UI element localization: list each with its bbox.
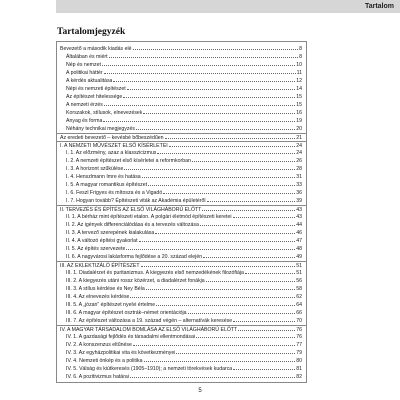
toc-entry-title: IV. 4. Nemzeti önkép és a politika [66,358,143,364]
dot-leader [157,153,295,154]
toc-entry-title: Népi és nemzeti építészet [66,86,126,92]
toc-entry-title: III. AZ EKLEKTIZÁLÓ ÉPÍTÉSZET [60,263,140,269]
toc-entry [57,189,306,197]
toc-entry-page-number: 51 [296,263,302,269]
dot-leader [176,353,295,354]
toc-entry-title: Általában és miért [66,54,108,60]
toc-entry-title: II. 2. Az igények differenciálódása és a tervezés változása [66,222,199,228]
toc-entry [57,253,306,261]
toc-entry-page-number: 47 [296,238,302,244]
dot-leader [156,305,295,306]
page-number: 5 [198,388,202,394]
dot-leader [196,337,295,338]
table-of-contents [56,41,307,383]
dot-leader [142,177,296,178]
toc-entry-page-number: 11 [296,70,302,76]
dot-leader [104,73,296,74]
toc-entry-page-number: 76 [296,327,302,333]
toc-entry-title: IV. 3. Az egyházpolitikai vita és következményei [66,350,176,356]
toc-entry-title: III. 7. Az építészet változása a 19. század végén – alternatívák keresése [66,318,233,324]
toc-entry-title: IV. 6. A pozitivizmus határai [66,374,129,380]
toc-entry [57,165,306,173]
toc-entry [57,109,306,117]
toc-entry-title: Anyag és forma [66,118,103,124]
dot-leader [188,313,296,314]
toc-entry-title: II. 6. A nagyvárosi lakásforma fejlődése a 20. század elején [66,254,203,260]
toc-entry-page-number: 43 [296,214,302,220]
dot-leader [238,330,295,331]
toc-entry-page-number: 33 [296,182,302,188]
toc-entry-page-number: 21 [296,135,302,141]
toc-entry-page-number: 46 [296,230,302,236]
toc-section-heading [57,205,306,213]
toc-entry [57,237,306,245]
dot-leader [206,281,296,282]
toc-entry-title: Nép és nemzet [66,62,101,68]
dot-leader [163,193,295,194]
toc-entry [57,61,306,69]
toc-entry-title: I. 1. Az előzmény, azaz a klasszicizmus [66,150,157,156]
toc-entry-page-number: 80 [296,358,302,364]
toc-entry-page-number: 10 [296,62,302,68]
toc-entry-title: III. 5. A „józan” építészet nyelvi értelme [66,302,156,308]
dot-leader [148,185,295,186]
toc-entry [57,269,306,277]
toc-entry-page-number: 44 [296,222,302,228]
running-header-title: Tartalom [364,3,394,10]
toc-entry-title: II. 5. Az építés szervezete [66,246,126,252]
toc-entry-title: Korszakok, stílusok, elnevezések [66,110,143,116]
toc-entry-page-number: 58 [296,286,302,292]
dot-leader [155,233,295,234]
toc-entry [57,117,306,125]
toc-entry-page-number: 20 [296,126,302,132]
dot-leader [139,241,296,242]
toc-entry [57,53,306,61]
toc-entry-title: I. 4. Henszlmann Imre és hatása [66,174,141,180]
toc-entry [57,349,306,357]
toc-entry-title: I. 5. A magyar romantikus építészet [66,182,148,188]
toc-entry-title: IV. 2. A konszenzus eltűnése [66,342,132,348]
toc-section-heading [57,325,306,333]
toc-entry-title: A nemzeti érzés [66,102,103,108]
toc-entry [57,277,306,285]
toc-entry-page-number: 31 [296,174,302,180]
toc-section-heading [57,141,306,149]
toc-entry-page-number: 70 [296,318,302,324]
toc-entry [57,301,306,309]
toc-entry-page-number: 14 [296,86,302,92]
toc-entry-page-number: 49 [296,254,302,260]
dot-leader [113,81,295,82]
toc-entry [57,285,306,293]
toc-entry-page-number: 43 [296,207,302,213]
toc-entry-page-number: 51 [296,270,302,276]
dot-leader [130,297,295,298]
toc-entry-page-number: 82 [296,374,302,380]
toc-entry [57,373,306,381]
dot-leader [146,289,296,290]
toc-entry-title: I. 6. Feszl Frigyes és mítosza és a Vigadó [66,190,163,196]
toc-entry [57,245,306,253]
toc-entry-title: A politikai háttér [66,70,103,76]
toc-entry-title: III. 6. A magyar építészet osztrák–német orientációja [66,310,187,316]
toc-entry-page-number: 26 [296,158,302,164]
toc-entry-page-number: 79 [296,350,302,356]
toc-section-heading [57,133,306,141]
page-title: Tartalomjegyzék [57,27,126,37]
toc-entry-page-number: 39 [296,198,302,204]
toc-entry-page-number: 62 [296,294,302,300]
toc-entry-page-number: 24 [296,143,302,149]
toc-entry-page-number: 15 [296,94,302,100]
dot-leader [233,217,296,218]
toc-entry [57,69,306,77]
toc-entry-title: I. 7. Hogyan tovább? Építészeti viták az Akadémia épületéről [66,198,206,204]
toc-entry [57,309,306,317]
toc-entry [57,229,306,237]
dot-leader [233,369,295,370]
toc-entry [57,341,306,349]
toc-entry-title: IV. A MAGYAR TÁRSADALOM BOMLÁSA AZ ELSŐ VILÁGHÁBORÚ ELŐTT [60,327,238,333]
toc-entry-title: A kérdés aktualitása [66,78,113,84]
dot-leader [136,129,295,130]
toc-entry [57,173,306,181]
toc-entry-page-number: 28 [296,166,302,172]
dot-leader [126,249,295,250]
toc-entry [57,157,306,165]
running-header [56,0,400,13]
toc-entry [57,181,306,189]
dot-leader [133,49,299,50]
toc-entry-title: III. 1. Diadalérzet és puritanizmus. A kiegyezés első nemzedékének filozófiája [66,270,244,276]
dot-leader [202,210,295,211]
dot-leader [109,57,299,58]
toc-entry-page-number: 66 [296,310,302,316]
toc-entry [57,333,306,341]
dot-leader [102,65,295,66]
dot-leader [127,89,296,90]
toc-entry-page-number: 16 [296,110,302,116]
toc-entry-page-number: 19 [296,118,302,124]
toc-entry-title: Az építészet hitelessége [66,94,123,100]
dot-leader [103,121,295,122]
toc-entry [57,93,306,101]
dot-leader [141,266,296,267]
dot-leader [143,113,295,114]
toc-entry-title: II. TERVEZÉS ÉS ÉPÍTÉS AZ ELSŐ VILÁGHÁBORÚ ELŐTT [60,207,202,213]
toc-entry-title: Bevezető a második kiadás elé [60,46,132,52]
toc-entry-title: I. 3. A horizont szűkülése [66,166,124,172]
toc-entry-page-number: 8 [299,54,302,60]
dot-leader [169,146,296,147]
toc-entry-page-number: 12 [296,78,302,84]
toc-entry-title: Néhány technikai megjegyzés [66,126,135,132]
toc-entry-page-number: 56 [296,278,302,284]
dot-leader [130,377,295,378]
toc-entry [57,317,306,325]
toc-entry-title: II. 3. A tervező szerepének kialakulása [66,230,155,236]
toc-entry-title: III. 4. Az elnevezés kérdése [66,294,130,300]
toc-entry-page-number: 48 [296,246,302,252]
toc-entry-page-number: 24 [296,150,302,156]
toc-entry-title: II. 4. A változó építési gyakorlat [66,238,138,244]
dot-leader [133,345,295,346]
dot-leader [203,257,295,258]
toc-entry-page-number: 15 [296,102,302,108]
toc-entry-page-number: 36 [296,190,302,196]
toc-entry [57,197,306,205]
toc-entry-title: IV. 1. A gazdasági fejlődés és társadalmi ellentmondásai [66,334,195,340]
dot-leader [200,225,295,226]
toc-section-heading [57,261,306,269]
toc-entry-title: III. 2. A kiegyezés utáni rossz közérzet, a diadalérzet fonákja [66,278,205,284]
toc-entry-title: IV. 5. Válság és kiútkeresés (1905–1910); a nemzeti törekvések kudarca [66,366,233,372]
toc-entry-title: III. 3. A stílus kérdése és Ney Béla [66,286,145,292]
toc-entry-page-number: 8 [299,46,302,52]
toc-entry [57,365,306,373]
toc-entry [57,293,306,301]
dot-leader [144,361,296,362]
dot-leader [104,105,295,106]
toc-entry-page-number: 77 [296,342,302,348]
toc-entry [57,221,306,229]
toc-section-heading [57,45,306,53]
dot-leader [123,97,295,98]
dot-leader [124,169,295,170]
toc-entry [57,125,306,133]
toc-entry [57,149,306,157]
toc-entry [57,101,306,109]
toc-entry-page-number: 76 [296,334,302,340]
dot-leader [233,321,295,322]
toc-entry-title: II. 1. A bérház mint építészeti etalon. A polgári életmód építészeti keretei [66,214,232,220]
dot-leader [192,161,295,162]
toc-entry [57,77,306,85]
toc-entry [57,357,306,365]
toc-entry-title: I. A NEMZETI MŰVÉSZET ELSŐ KÍSÉRLETEI [60,143,168,149]
toc-entry-page-number: 81 [296,366,302,372]
toc-entry-title: Az eredeti bevezető – kevésbé bőbeszédűen [60,135,164,141]
toc-entry-title: I. 2. A nemzeti építészet első kísérletei a reformkorban [66,158,191,164]
dot-leader [207,201,296,202]
toc-entry [57,85,306,93]
dot-leader [165,138,296,139]
toc-entry-page-number: 64 [296,302,302,308]
toc-entry [57,213,306,221]
dot-leader [245,273,295,274]
